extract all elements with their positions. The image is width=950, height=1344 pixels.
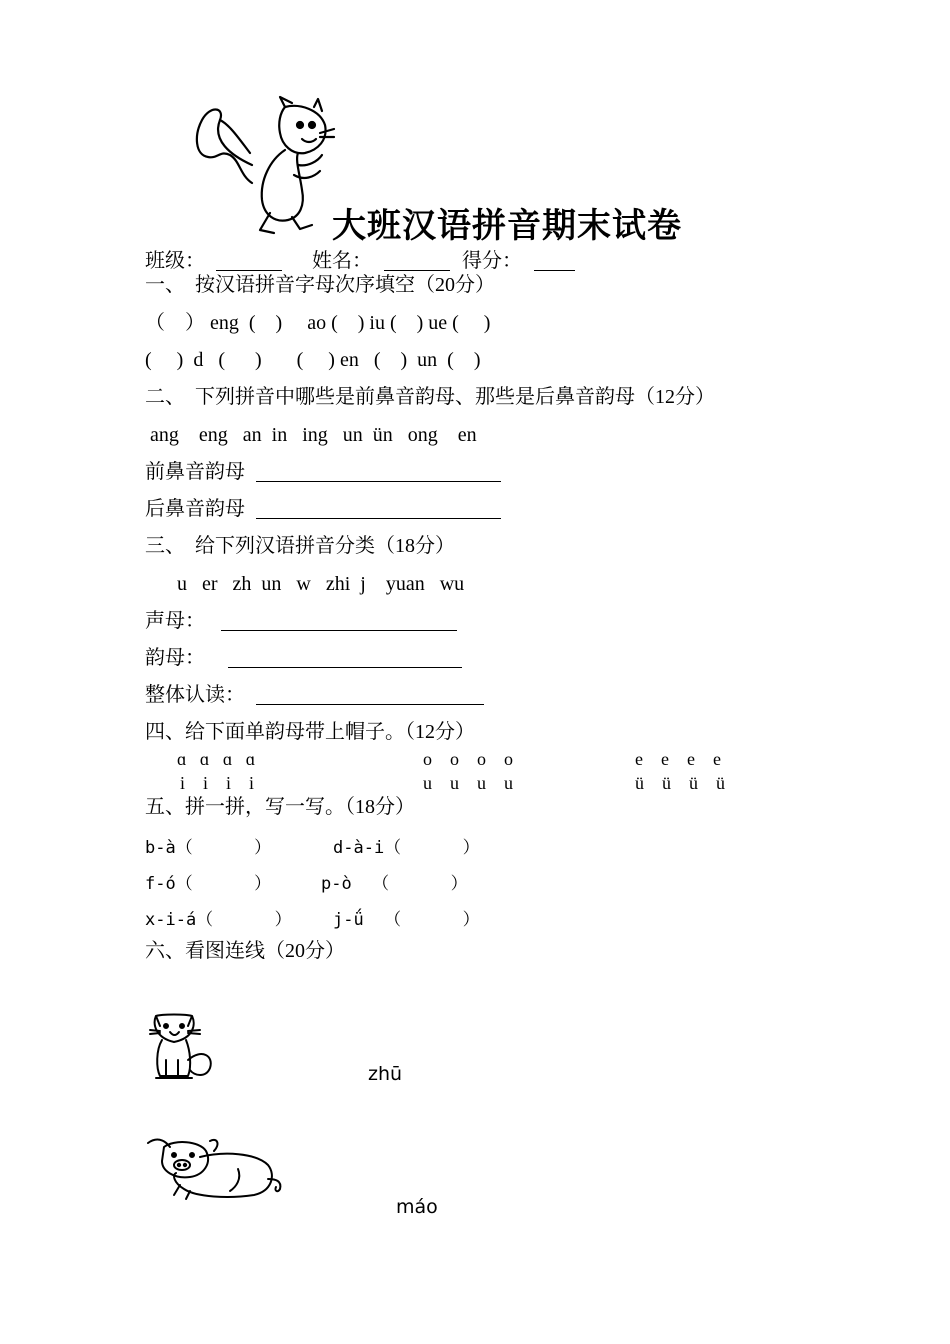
- class-blank[interactable]: [216, 270, 282, 271]
- spell-q4: p-ò （ ）: [321, 874, 468, 894]
- page-title: 大班汉语拼音期末试卷: [332, 208, 682, 245]
- section6-heading: 六、看图连线（20分）: [145, 940, 345, 962]
- section3-items: u er zh un w zhi j yuan wu: [177, 573, 465, 595]
- section3-heading: 三、 给下列汉语拼音分类（18分）: [145, 535, 455, 557]
- section1-row2: ( ) d ( ) ( ) en ( ) un ( ): [145, 349, 481, 371]
- section1-row1: （ ） eng ( ) ao ( ) iu ( ) ue ( ): [145, 312, 491, 334]
- vowel-e-row: e e e e: [635, 749, 721, 769]
- vowel-i-row: i i i i: [180, 773, 255, 793]
- whole-syllable-label: 整体认读：: [145, 684, 245, 706]
- vowel-a-row: ɑ ɑ ɑ ɑ: [177, 749, 256, 769]
- cat-illustration: [148, 1010, 216, 1082]
- score-label: 得分：: [462, 250, 522, 272]
- section4-heading: 四、给下面单韵母带上帽子。（12分）: [145, 721, 475, 743]
- name-blank[interactable]: [384, 270, 450, 271]
- squirrel-illustration: [190, 95, 340, 240]
- pinyin-word-2[interactable]: máo: [396, 1196, 438, 1218]
- vowel-o-row: o o o o: [423, 749, 513, 769]
- spell-q3: f-ó（ ）: [145, 874, 272, 894]
- section1-heading: 一、 按汉语拼音字母次序填空（20分）: [145, 274, 495, 296]
- class-label: 班级：: [145, 250, 205, 272]
- front-nasal-label: 前鼻音韵母: [145, 461, 245, 483]
- pinyin-word-1[interactable]: zhū: [368, 1063, 403, 1085]
- back-nasal-blank[interactable]: [256, 518, 501, 519]
- vowel-v-row: ü ü ü ü: [635, 773, 725, 793]
- finals-blank[interactable]: [228, 667, 462, 668]
- name-label: 姓名：: [312, 250, 372, 272]
- section5-heading: 五、拼一拼，写一写。（18分）: [145, 796, 415, 818]
- pig-illustration: [144, 1135, 289, 1205]
- vowel-u-row: u u u u: [423, 773, 513, 793]
- spell-q5: x-i-á（ ）: [145, 910, 292, 930]
- section2-heading: 二、 下列拼音中哪些是前鼻音韵母、那些是后鼻音韵母（12分）: [145, 386, 715, 408]
- finals-label: 韵母：: [145, 647, 205, 669]
- back-nasal-label: 后鼻音韵母: [145, 498, 245, 520]
- whole-syllable-blank[interactable]: [256, 704, 484, 705]
- spell-q1: b-à（ ）: [145, 838, 272, 858]
- section2-items: ang eng an in ing un ün ong en: [150, 424, 477, 446]
- initials-label: 声母：: [145, 610, 205, 632]
- spell-q2: d-à-i（ ）: [333, 838, 480, 858]
- spell-q6: j-ǘ （ ）: [333, 910, 480, 930]
- front-nasal-blank[interactable]: [256, 481, 501, 482]
- score-blank[interactable]: [534, 270, 575, 271]
- initials-blank[interactable]: [221, 630, 457, 631]
